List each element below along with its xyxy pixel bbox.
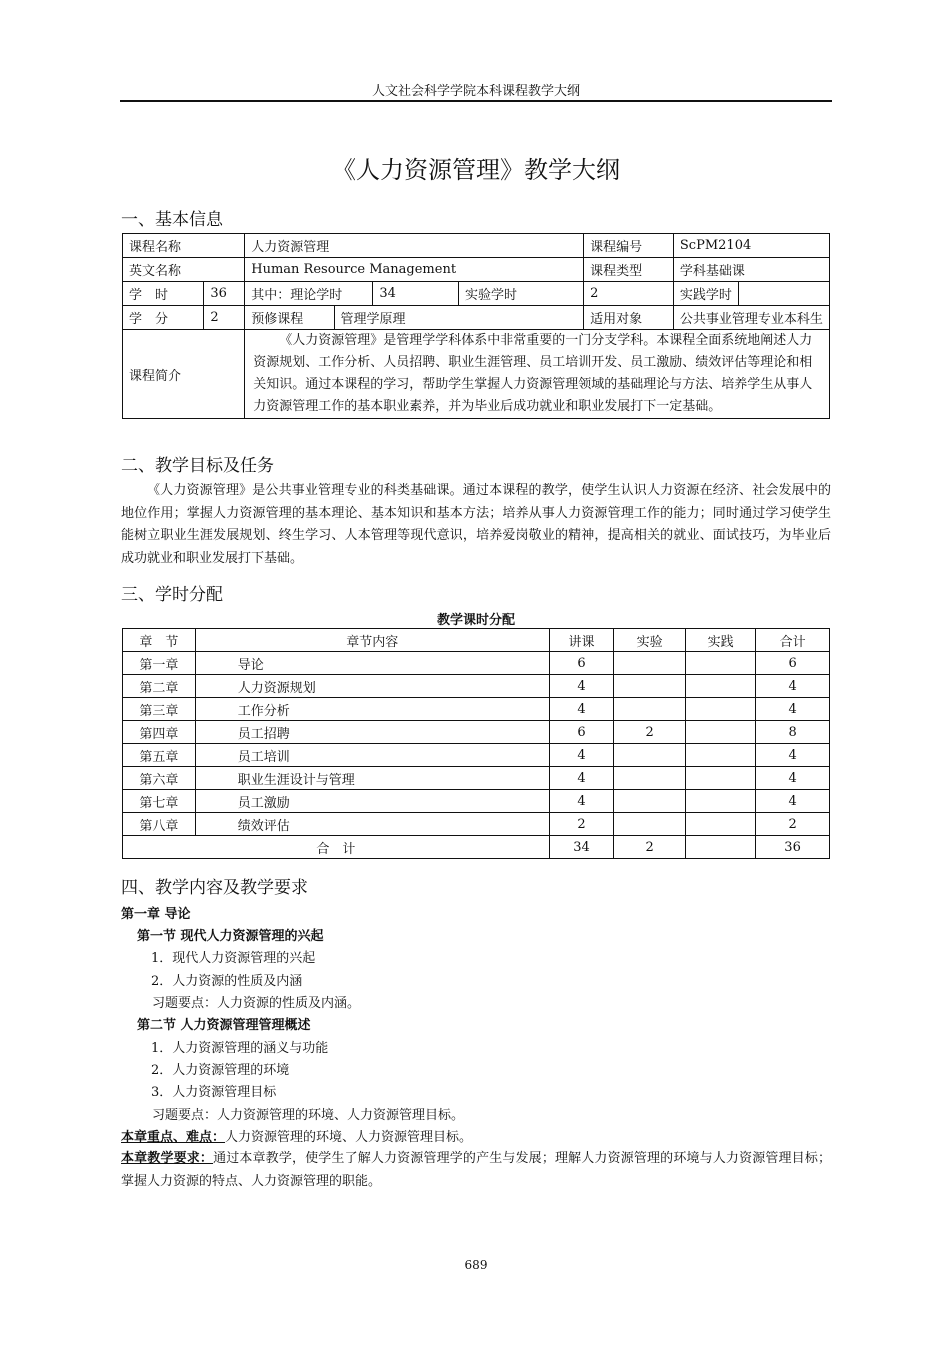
content-cell: 绩效评估 xyxy=(195,813,549,836)
total-lab: 2 xyxy=(614,836,686,859)
audience-value: 公共事业管理专业本科生 xyxy=(673,306,829,330)
requirements-text: 通过本章教学，使学生了解人力资源管理学的产生与发展；理解人力资源管理的环境与人力资源管理目标；掌握人力资源的特点、人力资源管理的职能。 xyxy=(121,1151,831,1189)
content-cell: 员工激励 xyxy=(195,790,549,813)
table-row xyxy=(123,698,830,721)
col-header-lecture: 讲课 xyxy=(549,629,613,652)
chapter-cell: 第一章 xyxy=(123,652,196,675)
section-heading-objectives: 二、教学目标及任务 xyxy=(121,456,274,476)
section2-exercise: 习题要点：人力资源管理的环境、人力资源管理目标。 xyxy=(152,1108,465,1123)
total-practice xyxy=(686,836,756,859)
total-cell: 2 xyxy=(756,813,830,836)
course-name-label: 课程名称 xyxy=(123,234,245,258)
hours-table xyxy=(122,628,830,859)
page-header: 人文社会科学学院本科课程教学大纲 xyxy=(371,84,580,99)
table-row xyxy=(123,767,830,790)
objectives-paragraph: 《人力资源管理》是公共事业管理专业的科类基础课。通过本课程的教学，使学生认识人力资源在经济、社会发展中的地位作用；掌握人力资源管理的基本理论、基本知识和基本方法；培养从事人力资源管理工作的能力；同时通过学习使学生能树立职业生涯发展规划、终生学习、人本管理等现代意识，培养爱岗敬业的精神，提高相关的就业、面试技巧，为毕业后成功就业和职业发展打下基础。 xyxy=(121,483,831,566)
total-lecture: 34 xyxy=(549,836,613,859)
chapter-cell: 第四章 xyxy=(123,721,196,744)
practice-cell xyxy=(686,675,756,698)
intro-label: 课程简介 xyxy=(123,330,245,419)
header-rule xyxy=(120,100,832,102)
theory-hours-value: 34 xyxy=(373,282,459,306)
content-cell: 员工招聘 xyxy=(195,721,549,744)
total-label: 合 计 xyxy=(123,836,550,859)
practice-cell xyxy=(686,652,756,675)
content-cell: 导论 xyxy=(195,652,549,675)
total-cell: 4 xyxy=(756,767,830,790)
table-row xyxy=(123,675,830,698)
audience-label: 适用对象 xyxy=(584,306,674,330)
practice-cell xyxy=(686,698,756,721)
section1-item: 1．现代人力资源管理的兴起 xyxy=(151,951,316,966)
section-heading-content: 四、教学内容及教学要求 xyxy=(121,878,308,898)
section1-title: 第一节 现代人力资源管理的兴起 xyxy=(137,929,324,944)
col-header-total: 合计 xyxy=(756,629,830,652)
requirements-paragraph xyxy=(121,1148,831,1193)
practice-cell xyxy=(686,813,756,836)
chapter-cell: 第七章 xyxy=(123,790,196,813)
content-cell: 人力资源规划 xyxy=(195,675,549,698)
credits-value: 2 xyxy=(204,306,245,330)
lecture-cell: 4 xyxy=(549,744,613,767)
table-row xyxy=(123,813,830,836)
table-row xyxy=(123,652,830,675)
course-type-value: 学科基础课 xyxy=(673,258,829,282)
practice-hours-label: 实践学时 xyxy=(673,282,738,306)
section2-item: 1．人力资源管理的涵义与功能 xyxy=(151,1041,329,1056)
intro-text: 《人力资源管理》是管理学学科体系中非常重要的一门分支学科。本课程全面系统地阐述人力资源规划、工作分析、人员招聘、职业生涯管理、员工培训开发、员工激励、绩效评估等理论和相关知识。通过本课程的学习，帮助学生掌握人力资源管理领域的基础理论与方法、培养学生从事人力资源管理工作的基本职业素养，并为毕业后成功就业和职业发展打下一定基础。 xyxy=(245,330,830,419)
english-name-value: Human Resource Management xyxy=(245,258,584,282)
hours-table-total-row xyxy=(123,836,830,859)
course-code-value: ScPM2104 xyxy=(673,234,829,258)
page-number: 689 xyxy=(464,1258,488,1272)
section2-item: 3．人力资源管理目标 xyxy=(151,1085,277,1100)
document-title: 《人力资源管理》教学大纲 xyxy=(332,156,620,184)
chapter-title: 第一章 导论 xyxy=(121,907,191,922)
requirements-label: 本章教学要求： xyxy=(121,1151,214,1166)
total-sum: 36 xyxy=(756,836,830,859)
total-cell: 4 xyxy=(756,675,830,698)
english-name-label: 英文名称 xyxy=(123,258,245,282)
theory-hours-label: 其中：理论学时 xyxy=(245,282,373,306)
practice-cell xyxy=(686,767,756,790)
section1-item: 2．人力资源的性质及内涵 xyxy=(151,974,303,989)
chapter-cell: 第五章 xyxy=(123,744,196,767)
col-header-chapter: 章 节 xyxy=(123,629,196,652)
practice-cell xyxy=(686,790,756,813)
chapter-cell: 第二章 xyxy=(123,675,196,698)
section-heading-hours: 三、学时分配 xyxy=(121,585,223,605)
key-points-label: 本章重点、难点： xyxy=(121,1130,226,1145)
section2-title: 第二节 人力资源管理管理概述 xyxy=(137,1018,311,1033)
hours-label: 学 时 xyxy=(123,282,204,306)
key-points-text: 人力资源管理的环境、人力资源管理目标。 xyxy=(225,1130,473,1145)
table-row xyxy=(123,790,830,813)
table-row xyxy=(123,721,830,744)
lab-cell xyxy=(614,744,686,767)
lecture-cell: 6 xyxy=(549,721,613,744)
lecture-cell: 2 xyxy=(549,813,613,836)
hours-value: 36 xyxy=(204,282,245,306)
lab-hours-label: 实验学时 xyxy=(458,282,583,306)
practice-cell xyxy=(686,721,756,744)
lecture-cell: 6 xyxy=(549,652,613,675)
course-type-label: 课程类型 xyxy=(584,258,674,282)
lecture-cell: 4 xyxy=(549,675,613,698)
col-header-lab: 实验 xyxy=(614,629,686,652)
total-cell: 4 xyxy=(756,790,830,813)
content-cell: 职业生涯设计与管理 xyxy=(195,767,549,790)
total-cell: 4 xyxy=(756,698,830,721)
hours-table-header xyxy=(123,629,830,652)
total-cell: 8 xyxy=(756,721,830,744)
section-heading-basic-info: 一、基本信息 xyxy=(121,210,223,230)
lab-cell: 2 xyxy=(614,721,686,744)
lecture-cell: 4 xyxy=(549,790,613,813)
content-cell: 工作分析 xyxy=(195,698,549,721)
course-name-value: 人力资源管理 xyxy=(245,234,584,258)
practice-hours-value xyxy=(738,282,829,306)
prereq-value: 管理学原理 xyxy=(334,306,584,330)
hours-table-caption: 教学课时分配 xyxy=(436,613,515,628)
lab-hours-value: 2 xyxy=(584,282,674,306)
practice-cell xyxy=(686,744,756,767)
course-code-label: 课程编号 xyxy=(584,234,674,258)
chapter-cell: 第六章 xyxy=(123,767,196,790)
col-header-content: 章节内容 xyxy=(195,629,549,652)
chapter-cell: 第三章 xyxy=(123,698,196,721)
credits-label: 学 分 xyxy=(123,306,204,330)
lab-cell xyxy=(614,652,686,675)
section1-exercise: 习题要点：人力资源的性质及内涵。 xyxy=(152,996,361,1011)
lecture-cell: 4 xyxy=(549,698,613,721)
lab-cell xyxy=(614,813,686,836)
col-header-practice: 实践 xyxy=(686,629,756,652)
lab-cell xyxy=(614,675,686,698)
chapter-cell: 第八章 xyxy=(123,813,196,836)
section2-item: 2．人力资源管理的环境 xyxy=(151,1063,290,1078)
total-cell: 4 xyxy=(756,744,830,767)
lab-cell xyxy=(614,790,686,813)
prereq-label: 预修课程 xyxy=(245,306,334,330)
lab-cell xyxy=(614,767,686,790)
key-points-line xyxy=(121,1126,472,1145)
lab-cell xyxy=(614,698,686,721)
lecture-cell: 4 xyxy=(549,767,613,790)
basic-info-table xyxy=(122,233,830,419)
content-cell: 员工培训 xyxy=(195,744,549,767)
total-cell: 6 xyxy=(756,652,830,675)
table-row xyxy=(123,744,830,767)
